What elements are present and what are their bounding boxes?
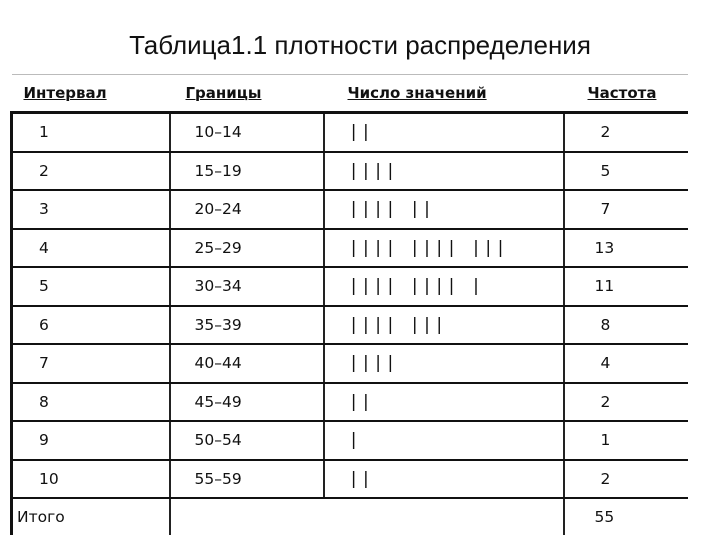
- frequency-cell: 1: [564, 421, 688, 460]
- tally-cell: ||||: [324, 152, 564, 191]
- interval-cell: 4: [12, 229, 170, 268]
- frequency-cell: 13: [564, 229, 688, 268]
- empty-cell: [324, 498, 564, 535]
- total-label: Итого: [12, 498, 170, 535]
- bounds-cell: 50–54: [170, 421, 324, 460]
- bounds-cell: 30–34: [170, 267, 324, 306]
- table-row: [12, 460, 688, 499]
- interval-cell: 9: [12, 421, 170, 460]
- interval-cell: 6: [12, 306, 170, 345]
- table-row: [12, 344, 688, 383]
- interval-cell: 7: [12, 344, 170, 383]
- table-row: [12, 152, 688, 191]
- interval-cell: 3: [12, 190, 170, 229]
- tally-cell: |||| |||| |: [324, 267, 564, 306]
- frequency-cell: 2: [564, 113, 688, 152]
- frequency-cell: 5: [564, 152, 688, 191]
- tally-cell: ||||: [324, 344, 564, 383]
- tally-cell: |||| |||| |||: [324, 229, 564, 268]
- tally-cell: |||| ||: [324, 190, 564, 229]
- bounds-cell: 15–19: [170, 152, 324, 191]
- bounds-cell: 20–24: [170, 190, 324, 229]
- tally-cell: |: [324, 421, 564, 460]
- header-frequency: Частота: [564, 75, 688, 113]
- total-value: 55: [594, 508, 615, 526]
- bounds-cell: 45–49: [170, 383, 324, 422]
- bounds-cell: 40–44: [170, 344, 324, 383]
- table-row: [12, 113, 688, 152]
- tally-cell: ||: [324, 113, 564, 152]
- bounds-cell: 10–14: [170, 113, 324, 152]
- tally-cell: |||| |||: [324, 306, 564, 345]
- bounds-cell: 35–39: [170, 306, 324, 345]
- interval-cell: 10: [12, 460, 170, 499]
- table-row: [12, 190, 688, 229]
- table-row: [12, 267, 688, 306]
- table-header-row: [12, 75, 688, 113]
- empty-cell: [170, 498, 324, 535]
- frequency-table: [10, 74, 688, 535]
- frequency-cell: 2: [564, 383, 688, 422]
- frequency-cell: 2: [564, 460, 688, 499]
- frequency-cell: 4: [564, 344, 688, 383]
- total-row: [12, 498, 688, 535]
- slide-title: Таблица1.1 плотности распределения: [129, 30, 591, 60]
- interval-cell: 5: [12, 267, 170, 306]
- frequency-cell: 7: [564, 190, 688, 229]
- table-row: [12, 306, 688, 345]
- table-row: [12, 229, 688, 268]
- tally-cell: ||: [324, 460, 564, 499]
- table-row: [12, 383, 688, 422]
- header-interval: Интервал: [12, 75, 170, 113]
- header-tally: Число значений: [324, 75, 564, 113]
- bounds-cell: 55–59: [170, 460, 324, 499]
- header-bounds: Границы: [170, 75, 324, 113]
- table-row: [12, 421, 688, 460]
- tally-cell: ||: [324, 383, 564, 422]
- table-body: [12, 113, 688, 536]
- interval-cell: 8: [12, 383, 170, 422]
- interval-cell: 1: [12, 113, 170, 152]
- frequency-cell: 11: [564, 267, 688, 306]
- frequency-cell: 8: [564, 306, 688, 345]
- interval-cell: 2: [12, 152, 170, 191]
- bounds-cell: 25–29: [170, 229, 324, 268]
